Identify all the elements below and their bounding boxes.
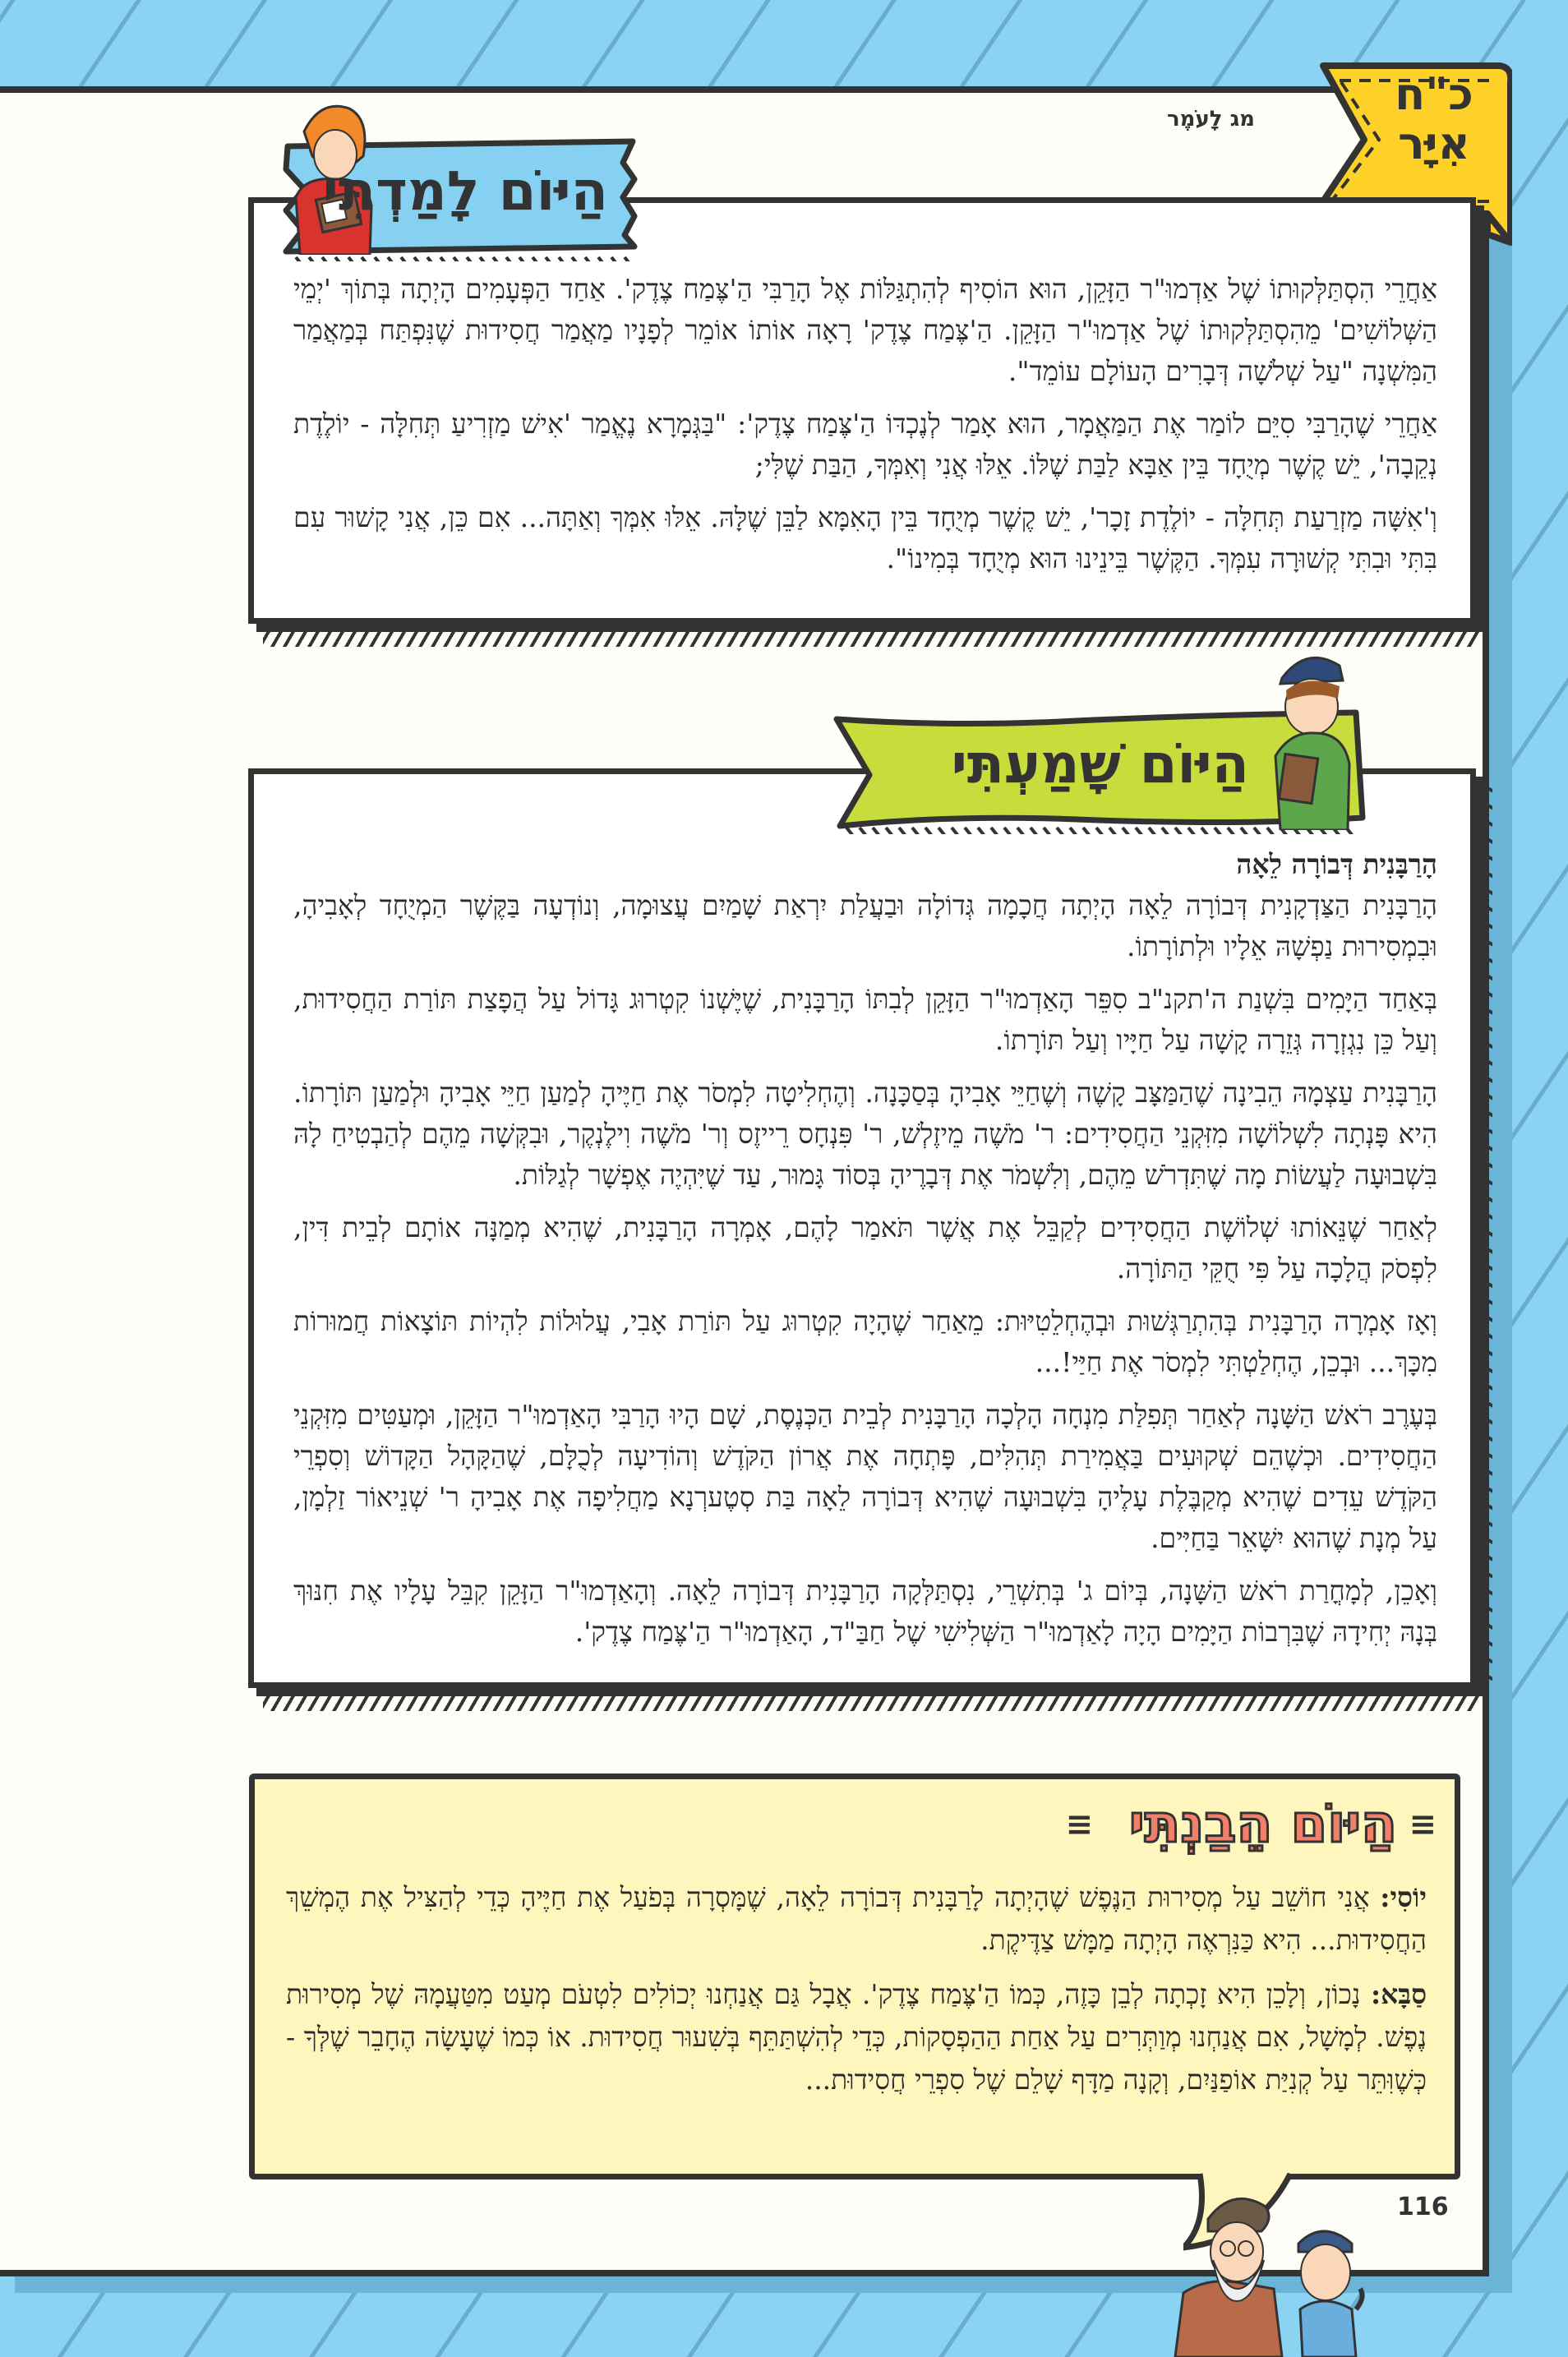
- dialogue-text: אֲנִי חוֹשֵׁב עַל מְסִירוּת הַנֶּפֶשׁ שֶׁהָיְתָה לָרַבָּנִית דְּבוֹרָה לֵאָה, שֶׁמָּסְרָה בְּפֹעַל אֶת חַיֶּיהָ כְּדֵי לְהַצִּיל אֶת הֶמְשֵׁךְ הַחֲסִידוּת... הִיא כַּנִּרְאֶה הָיְתָה מַמָּשׁ צַדֶּיקֶת.: [286, 1881, 1427, 1956]
- learned-text: [293, 269, 1437, 591]
- date-day: כ"ח: [1395, 68, 1473, 120]
- understood-bubble: [249, 1774, 1460, 2179]
- boy-reading-icon: [1257, 641, 1364, 830]
- sparkle-left-icon: ≡: [1065, 1806, 1093, 1843]
- hatch-shadow: [263, 1693, 1479, 1711]
- paragraph: וְ'אִשָּׁה מַזְרַעַת תְּחִלָּה - יוֹלֶדֶת זָכָר', יֵשׁ קֶשֶׁר מְיֻחָד בֵּין הָאִמָּא לַבֵּן שֶׁלָּהּ. אֵלּוּ אִמְּךָ וְאַתָּה... אִם כֵּן, אֲנִי קָשׁוּר עִם בִּתִּי וּבִתִּי קְשׁוּרָה עִמְּךָ. הַקֶּשֶׁר בֵּינֵינוּ הוּא מְיֻחָד בְּמִינוֹ".: [293, 501, 1437, 574]
- paragraph: אַחֲרֵי הִסְתַּלְּקוּתוֹ שֶׁל אַדְמוּ"ר הַזָּקֵן, הוּא הוֹסִיף לְהִתְגַּלּוֹת אֶל הָרַבִּי הַ'צֶּמַח צֶדֶק'. אַחַד הַפְּעָמִים הָיְתָה בְּתוֹךְ 'יְמֵי הַשְּׁלוֹשִׁים' מֵהִסְתַּלְּקוּתוֹ שֶׁל אַדְמוּ"ר הַזָּקֵן. הַ'צֶּמַח צֶדֶק' רָאָה אוֹתוֹ אוֹמֵר לְפָנָיו מַאֲמַר חֲסִידוּת שֶׁנִּפְתַּח בְּמַאֲמַר הַמִּשְׁנָה "עַל שְׁלֹשָׁה דְּבָרִים הָעוֹלָם עוֹמֵד".: [293, 273, 1437, 387]
- paragraph: לְאַחַר שֶׁנֵּאוֹתוּ שְׁלוֹשֶׁת הַחֲסִידִים לְקַבֵּל אֶת אֲשֶׁר תֹּאמַר לָהֶם, אָמְרָה הָרַבָּנִית, שֶׁהִיא מְמַנָּה אוֹתָם לְבֵית דִּין, לִפְסֹק הֲלָכָה עַל פִּי חֻקֵּי הַתּוֹרָה.: [293, 1211, 1437, 1285]
- date-flag: [1315, 33, 1512, 210]
- dialogue-text: נָכוֹן, וְלָכֵן הִיא זָכְתָה לְבֵן כָּזֶה, כְּמוֹ הַ'צֶּמַח צֶדֶק'. אֲבָל גַּם אֲנַחְנוּ יְכוֹלִים לִטְעֹם מְעַט מִטַּעֲמָהּ שֶׁל מְסִירוּת נֶפֶשׁ. לְמָשָׁל, אִם אֲנַחְנוּ מְוַתְּרִים עַל אַחַת הַהַפְסָקוֹת, כְּדֵי לְהִשְׁתַּתֵּף בְּשִׁעוּר חֲסִידוּת. אוֹ כְּמוֹ שֶׁעָשָׂה הֶחָבֵר שֶׁלְּךָ - כְּשֶׁוִּתֵּר עַל קְנִיַּת אוֹפַנַּיִם, וְקָנָה מַדָּף שָׁלֵם שֶׁל סִפְרֵי חֲסִידוּת...: [286, 1978, 1427, 2096]
- grandfather-and-boy-icon: [1159, 2186, 1405, 2357]
- page-number: 116: [1397, 2193, 1449, 2221]
- paragraph: וְאָכֵן, לְמָחֳרַת רֹאשׁ הַשָּׁנָה, בְּיוֹם ג' בְּתִשְׁרֵי, נִסְתַּלְּקָה הָרַבָּנִית דְּבוֹרָה לֵאָה. וְהָאַדְמוּ"ר הַזָּקֵן קִבֵּל עָלָיו אֶת חִנּוּךְ בְּנָהּ יְחִידָהּ שֶׁבִּרְבוֹת הַיָּמִים הָיָה לָאַדְמוּ"ר הַשְּׁלִישִׁי שֶׁל חַבַּ"ד, הָאַדְמוּ"ר הַ'צֶּמַח צֶדֶק'.: [293, 1575, 1437, 1648]
- heard-subtitle: הָרַבָּנִית דְּבוֹרָה לֵאָה: [1236, 848, 1437, 880]
- speaker-name: סַבָּא:: [1370, 1978, 1427, 2010]
- paragraph: הָרַבָּנִית הַצַּדְקָנִית דְּבוֹרָה לֵאָה הָיְתָה חֲכָמָה גְּדוֹלָה וּבַעֲלַת יִרְאַת שָׁמַיִם עֲצוּמָה, וְנוֹדְעָה בַּקֶּשֶׁר הַמְיֻחָד לְאָבִיהָ, וּבִמְסִירוּת נַפְשָׁהּ אֵלָיו וּלְתוֹרָתוֹ.: [293, 889, 1437, 962]
- paragraph: וְאָז אָמְרָה הָרַבָּנִית בְּהִתְרַגְּשׁוּת וּבְהֶחְלֵטִיּוּת: מֵאַחַר שֶׁהָיָה קִטְרוּג עַל תּוֹרַת אָבִי, עֲלוּלוֹת לִהְיוֹת תּוֹצָאוֹת חֲמוּרוֹת מִכָּךְ... וּבְכֵן, הֶחְלַטְתִּי לִמְסֹר אֶת חַיַּי!...: [293, 1305, 1437, 1378]
- understood-title: הַיּוֹם הֵבַנְתִּי: [1128, 1794, 1397, 1855]
- heard-title: הַיּוֹם שָׁמַעְתִּי: [951, 732, 1249, 796]
- learned-ribbon: [279, 138, 641, 253]
- understood-dialogue: [286, 1876, 1427, 2113]
- hebrew-date: [1389, 70, 1479, 168]
- heard-ribbon: [830, 703, 1405, 826]
- speaker-name: יוֹסִי:: [1380, 1881, 1427, 1913]
- sparkle-right-icon: ≡: [1409, 1806, 1437, 1843]
- paragraph: אַחֲרֵי שֶׁהָרַבִּי סִיֵּם לוֹמַר אֶת הַמַּאֲמָר, הוּא אָמַר לְנֶכְדּוֹ הַ'צֶּמַח צֶדֶק': "בַּגְּמָרָא נֶאֱמַר 'אִישׁ מַזְרִיעַ תְּחִלָּה - יוֹלֶדֶת נְקֵבָה', יֵשׁ קֶשֶׁר מְיֻחָד בֵּין אַבָּא לַבַּת שֶׁלּוֹ. אֵלּוּ אֲנִי וְאִמְּךָ, הַבַּת שֶׁלִּי;: [293, 408, 1437, 481]
- dialogue-line: [286, 1876, 1427, 1962]
- heard-box: [248, 768, 1476, 1688]
- omer-count: מג לָעֹמֶר: [1167, 107, 1255, 131]
- paragraph: בְּאַחַד הַיָּמִים בִּשְׁנַת ה'תקנ"ב סִפֵּר הָאַדְמוּ"ר הַזָּקֵן לְבִתּוֹ הָרַבָּנִית, שֶׁיֶּשְׁנוֹ קִטְרוּג גָּדוֹל עַל הֲפָצַת תּוֹרַת הַחֲסִידוּת, וְעַל כֵּן נִגְזְרָה גְּזֵרָה קָשָׁה עַל חַיָּיו וְעַל תּוֹרָתוֹ.: [293, 983, 1437, 1056]
- hatch-shadow: [1476, 781, 1492, 1685]
- date-month: אִיָּר: [1398, 118, 1470, 169]
- dialogue-line: [286, 1973, 1427, 2101]
- paragraph: בְּעֶרֶב רֹאשׁ הַשָּׁנָה לְאַחַר תְּפִלַּת מִנְחָה הָלְכָה הָרַבָּנִית לְבֵית הַכְּנֶסֶת, שָׁם הָיוּ הָרַבִּי הָאַדְמוּ"ר הַזָּקֵן, וּמְעַטִּים מִזִּקְנֵי הַחֲסִידִים. וּכְשֶׁהֵם שְׁקוּעִים בַּאֲמִירַת תְּהִלִּים, פָּתְחָה אֶת אֲרוֹן הַקֹּדֶשׁ וְהוֹדִיעָה לְכֻלָּם, שֶׁהַקָּהָל הַקָּדוֹשׁ וְסִפְרֵי הַקֹּדֶשׁ עֵדִים שֶׁהִיא מְקַבֶּלֶת עָלֶיהָ בִּשְׁבוּעָה שֶׁהִיא דְּבוֹרָה לֵאָה בַּת סְטֶערְנָא מַחֲלִיפָה אֶת אָבִיהָ ר' שְׁנֵיאוֹר זַלְמָן, עַל מְנָת שֶׁהוּא יִשָּׁאֵר בַּחַיִּים.: [293, 1399, 1437, 1554]
- learned-title: הַיּוֹם לָמַדְתִּי: [322, 159, 608, 223]
- heard-text: [293, 844, 1437, 1664]
- paragraph: הָרַבָּנִית עַצְמָהּ הֵבִינָה שֶׁהַמַּצָּב קָשֶׁה וְשֶׁחַיֵּי אָבִיהָ בְּסַכָּנָה. וְהֶחְלִיטָה לִמְסֹר אֶת חַיֶּיהָ לְמַעַן חַיֵּי אָבִיהָ וּלְמַעַן תּוֹרָתוֹ. הִיא פָּנְתָה לִשְׁלוֹשָׁה מִזִּקְנֵי הַחֲסִידִים: ר' מֹשֶׁה מֵיזֶלְשׁ, ר' פִּנְחָס רֵייזֶס וְר' מֹשֶׁה וִילֶנְקֶר, וּבִקְּשָׁה מֵהֶם לְהַבְטִיחַ לָהּ בִּשְׁבוּעָה לַעֲשׂוֹת מָה שֶׁתִּדְרֹשׁ מֵהֶם, וְלִשְׁמֹר אֶת דְּבָרֶיהָ בְּסוֹד גָּמוּר, עַד שֶׁיִּהְיֶה אֶפְשָׁר לְגַלּוֹת.: [293, 1077, 1437, 1191]
